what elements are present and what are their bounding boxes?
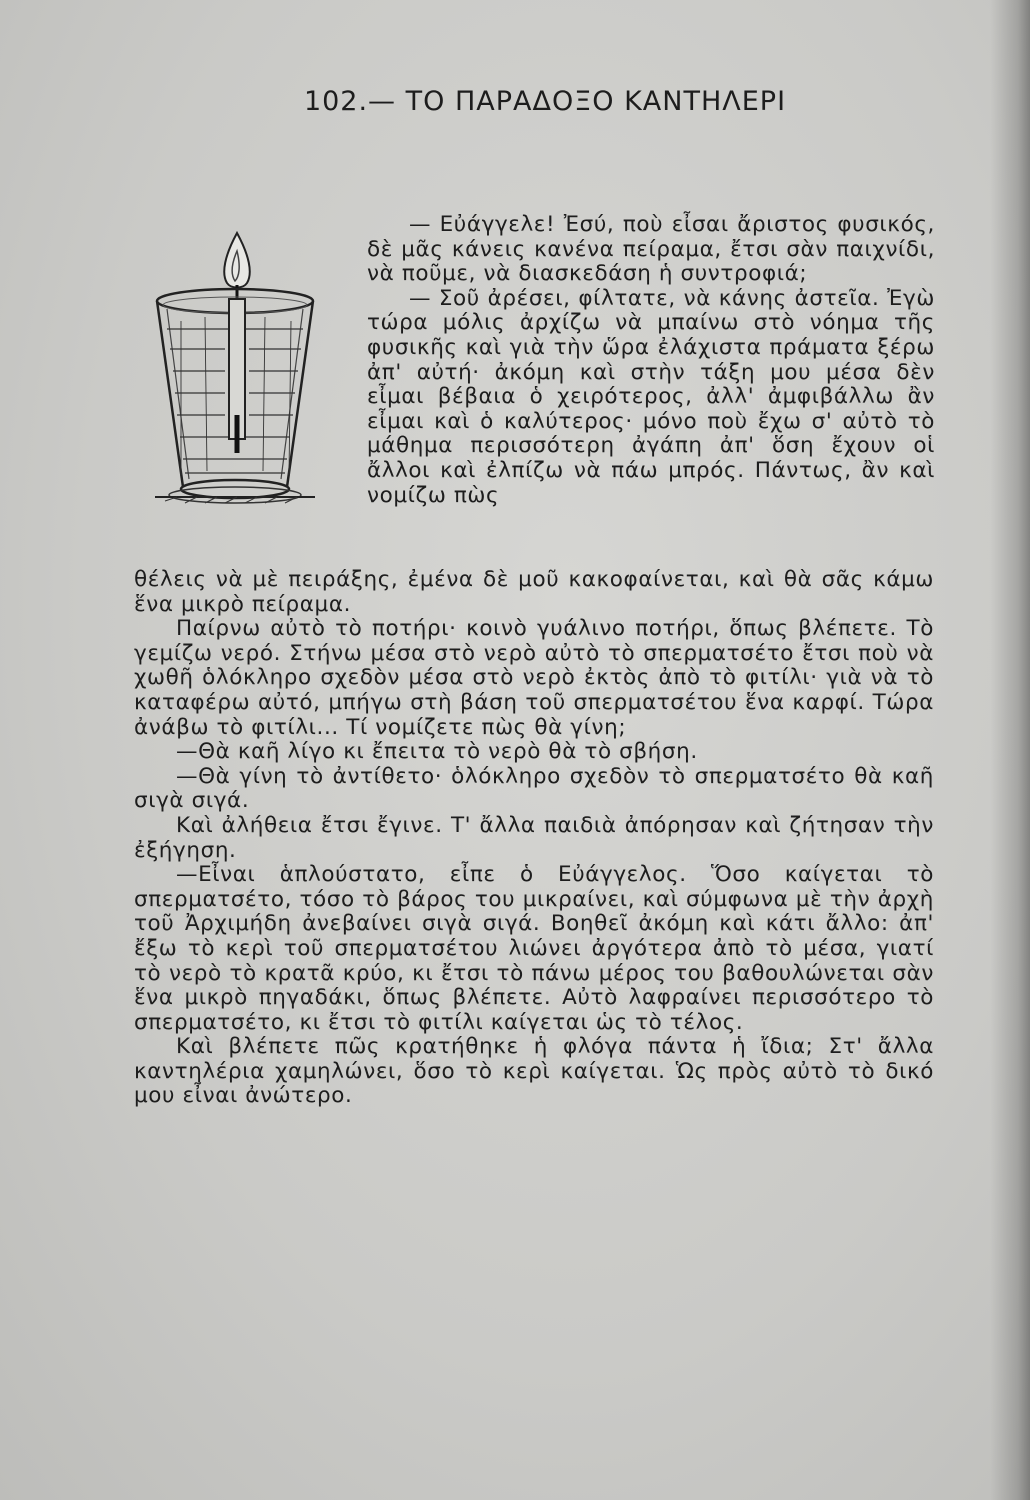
paragraph-reply-start: — Σοῦ ἀρέσει, φίλτατε, νὰ κάνης ἀστεῖα. Ἐγὼ τώρα μόλις ἀρχίζω νὰ μπαίνω στὸ νόημα τῆς φυσικῆς καὶ γιὰ τὴν ὥρα ἐλάχιστα πράματα ξέρω ἀπ' αὐτή· ἀκόμη καὶ στὴν τάξη μου μέσα δὲν εἶμαι βέβαια ὁ χειρότερος, ἀλλ' ἀμφιβάλλω ἂν εἶμαι καὶ ὁ καλύτερος· μόνο ποὺ ἔχω σ' αὐτὸ τὸ μάθημα περισσότερη ἀγάπη ἀπ' ὅση ἔχουν οἱ ἄλλοι καὶ ἐλπίζω νὰ πάω μπρός. Πάντως, ἂν καὶ νομίζω πὼς — [367, 285, 935, 508]
page-title: 102.— ΤΟ ΠΑΡΑΔΟΞΟ ΚΑΝΤΗΛΕΡΙ — [303, 86, 787, 117]
paragraph-guess-1: —Θὰ καῆ λίγο κι ἔπειτα τὸ νερὸ θὰ τὸ σβήση. — [176, 739, 698, 765]
text-column-right — [367, 213, 935, 508]
text-column-full — [134, 568, 934, 1109]
page-edge-shadow — [990, 0, 1030, 1500]
paragraph-question: — Εὐάγγελε! Ἐσύ, ποὺ εἶσαι ἄριστος φυσικός, δὲ μᾶς κάνεις κανένα πείραμα, ἔτσι σὰν παιχνίδι, νὰ ποῦμε, νὰ διασκεδάση ἡ συντροφιά; — [367, 212, 935, 287]
candle-in-glass-icon — [145, 225, 325, 525]
paragraph-experiment: Παίρνω αὐτὸ τὸ ποτήρι· κοινὸ γυάλινο ποτήρι, ὅπως βλέπετε. Τὸ γεμίζω νερό. Στήνω μέσα στὸ νερὸ αὐτὸ τὸ σπερματσέτο ἔτσι ποὺ νὰ χωθῆ ὁλόκληρο σχεδὸν μέσα στὸ νερὸ ἐκτὸς ἀπὸ τὸ φιτίλι· γιὰ νὰ τὸ καταφέρω αὐτό, μπήγω στὴ βάση τοῦ σπερματσέτου ἕνα καρφί. Τώρα ἀνάβω τὸ φιτίλι... Τί νομίζετε πὼς θὰ γίνη; — [134, 616, 934, 740]
paragraph-conclusion: Καὶ βλέπετε πῶς κρατήθηκε ἡ φλόγα πάντα ἡ ἴδια; Στ' ἄλλα καντηλέρια χαμηλώνει, ὅσο τὸ κερὶ καίγεται. Ὡς πρὸς αὐτὸ τὸ δικό μου εἶναι ἀνώτερο. — [134, 1034, 934, 1109]
paragraph-reply-end: θέλεις νὰ μὲ πειράξης, ἐμένα δὲ μοῦ κακοφαίνεται, καὶ θὰ σᾶς κάμω ἕνα μικρὸ πείραμα. — [134, 567, 934, 617]
paragraph-result: Καὶ ἀλήθεια ἔτσι ἔγινε. Τ' ἄλλα παιδιὰ ἀπόρησαν καὶ ζήτησαν τὴν ἐξήγηση. — [134, 812, 934, 863]
paragraph-explanation: —Εἶναι ἁπλούστατο, εἶπε ὁ Εὐάγγελος. Ὅσο καίγεται τὸ σπερματσέτο, τόσο τὸ βάρος του μικραίνει, καὶ σύμφωνα μὲ τὴν ἀρχὴ τοῦ Ἀρχιμήδη ἀνεβαίνει σιγὰ σιγά. Βοηθεῖ ἀκόμη καὶ κάτι ἄλλο: ἀπ' ἔξω τὸ κερὶ τοῦ σπερματσέτου λιώνει ἀργότερα ἀπὸ τὸ μέσα, γιατί τὸ νερὸ τὸ κρατᾶ κρύο, κι ἔτσι τὸ πάνω μέρος του βαθουλώνεται σὰν ἕνα μικρὸ πηγαδάκι, ὅπως βλέπετε. Αὐτὸ λαφραίνει περισσότερο τὸ σπερματσέτο, κι ἔτσι τὸ φιτίλι καίγεται ὡς τὸ τέλος. — [134, 862, 934, 1035]
paragraph-guess-2: —Θὰ γίνη τὸ ἀντίθετο· ὁλόκληρο σχεδὸν τὸ σπερματσέτο θὰ καῆ σιγὰ σιγά. — [134, 763, 934, 814]
